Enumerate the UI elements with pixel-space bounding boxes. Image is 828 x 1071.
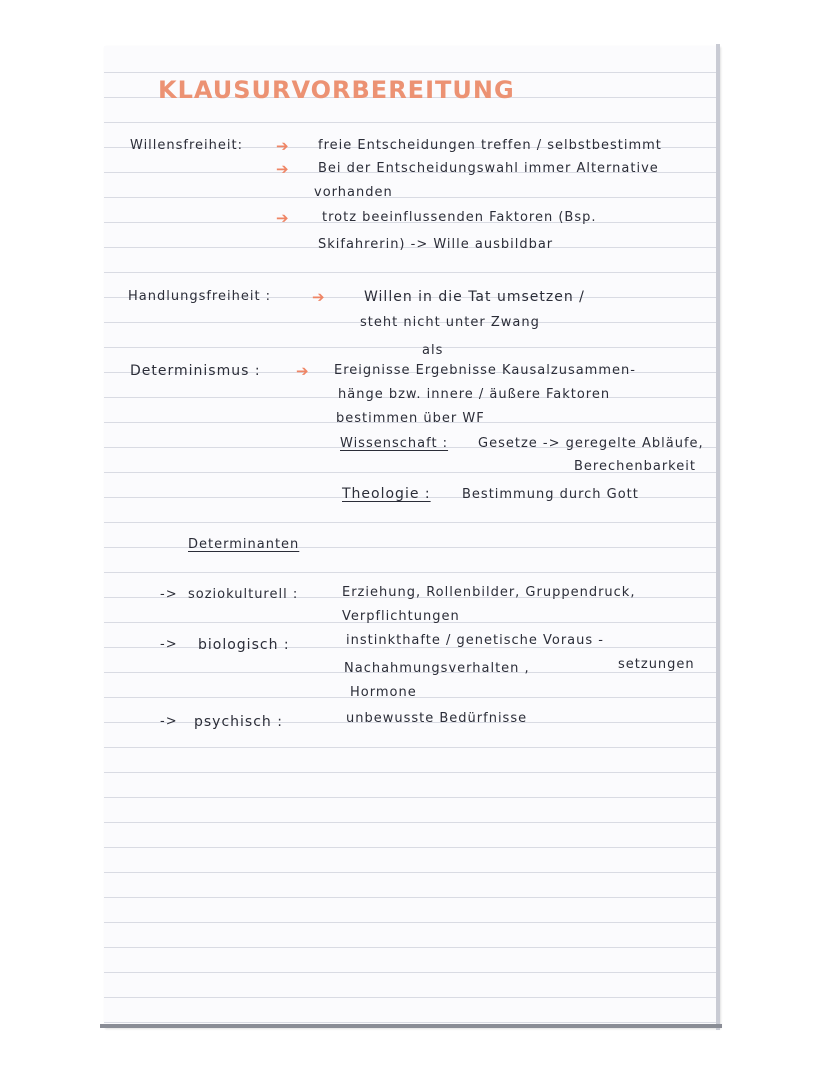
theologie-text: Bestimmung durch Gott <box>462 487 639 502</box>
paper-bottom-edge <box>100 1024 722 1028</box>
determinanten-arrow: -> <box>160 637 178 652</box>
wissenschaft-text: Gesetze -> geregelte Abläufe, <box>478 436 704 451</box>
psy-line1: unbewusste Bedürfnisse <box>346 711 528 726</box>
willensfreiheit-line5: Skifahrerin) -> Wille ausbildbar <box>318 237 554 252</box>
bio-line1: instinkthafte / genetische Voraus - <box>346 633 604 648</box>
arrow-icon: ➔ <box>276 160 289 178</box>
determinanten-arrow: -> <box>160 714 178 729</box>
sozio-line1: Erziehung, Rollenbilder, Gruppendruck, <box>342 585 636 600</box>
willensfreiheit-line1: freie Entscheidungen treffen / selbstbestimmt <box>318 138 662 153</box>
paper-edge <box>716 44 720 1030</box>
bio-line2: Nachahmungsverhalten , <box>344 661 530 676</box>
determinanten-arrow: -> <box>160 587 178 602</box>
arrow-icon: ➔ <box>312 288 325 306</box>
bio-line3: Hormone <box>350 685 417 700</box>
handlungsfreiheit-line2: steht nicht unter Zwang <box>360 315 540 330</box>
sozio-label: soziokulturell : <box>188 587 299 602</box>
willensfreiheit-line2: Bei der Entscheidungswahl immer Alternative <box>318 161 659 176</box>
determinismus-insert: als <box>422 343 444 358</box>
arrow-icon: ➔ <box>276 209 289 227</box>
determinismus-label: Determinismus : <box>130 363 261 379</box>
psy-label: psychisch : <box>194 714 283 730</box>
willensfreiheit-line4: trotz beeinflussenden Faktoren (Bsp. <box>322 210 597 225</box>
wissenschaft-text2: Berechenbarkeit <box>574 459 696 474</box>
determinismus-line3: bestimmen über WF <box>336 411 485 426</box>
bio-line1b: setzungen <box>618 657 695 672</box>
wissenschaft-label: Wissenschaft : <box>340 436 449 451</box>
page-title: KLAUSURVORBEREITUNG <box>158 76 515 104</box>
theologie-label: Theologie : <box>342 486 431 502</box>
handlungsfreiheit-label: Handlungsfreiheit : <box>128 289 272 304</box>
arrow-icon: ➔ <box>276 137 289 155</box>
arrow-icon: ➔ <box>296 362 309 380</box>
bio-label: biologisch : <box>198 637 290 653</box>
willensfreiheit-line3: vorhanden <box>314 185 393 200</box>
willensfreiheit-label: Willensfreiheit: <box>130 138 243 153</box>
handlungsfreiheit-line1: Willen in die Tat umsetzen / <box>364 289 585 305</box>
determinismus-line2: hänge bzw. innere / äußere Faktoren <box>338 387 611 402</box>
determinanten-heading: Determinanten <box>188 537 300 552</box>
sozio-line2: Verpflichtungen <box>342 609 460 624</box>
determinismus-line1: Ereignisse Ergebnisse Kausalzusammen- <box>334 363 636 378</box>
